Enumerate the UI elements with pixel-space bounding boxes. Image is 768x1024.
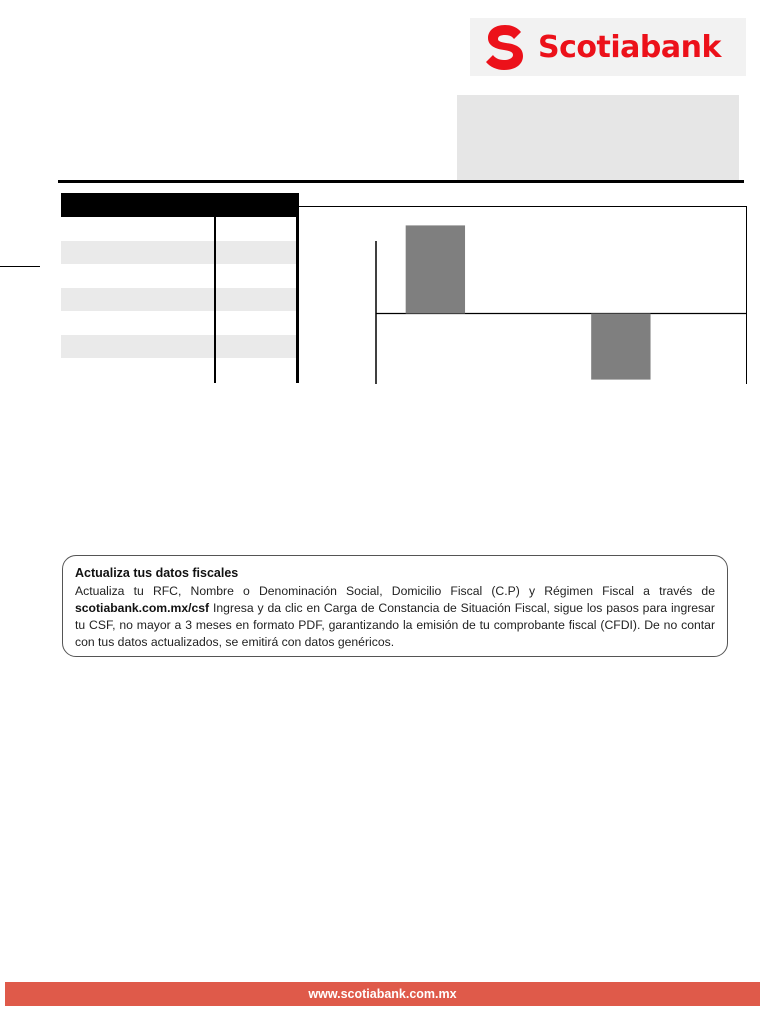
- scotiabank-logo: [470, 18, 746, 76]
- chart-bar-2: [591, 314, 650, 380]
- table-row: [61, 241, 297, 265]
- table-border: [296, 193, 299, 383]
- table-row: [61, 311, 297, 335]
- bar-chart: [300, 207, 747, 384]
- table-row: [61, 288, 297, 312]
- notice-text-before: Actualiza tu RFC, Nombre o Denominación Social, Domicilio Fiscal (C.P) y Régimen Fiscal a través de: [75, 584, 715, 598]
- summary-table: [61, 193, 297, 383]
- account-info-box: [457, 95, 739, 181]
- footer-url[interactable]: www.scotiabank.com.mx: [308, 987, 457, 1001]
- table-column-divider: [214, 217, 216, 383]
- table-row: [61, 217, 297, 241]
- table-row: [61, 264, 297, 288]
- scotiabank-s-icon: [482, 22, 528, 72]
- chart-bar-1: [406, 225, 465, 313]
- header-divider: [58, 180, 744, 183]
- notice-body: [75, 583, 715, 651]
- footer-bar: [5, 982, 760, 1006]
- csf-link[interactable]: scotiabank.com.mx/csf: [75, 601, 210, 615]
- table-row: [61, 358, 297, 382]
- table-row: [61, 335, 297, 359]
- margin-mark: [0, 266, 40, 267]
- fiscal-data-notice: [62, 555, 728, 657]
- notice-title: Actualiza tus datos fiscales: [75, 566, 239, 580]
- table-header: [61, 193, 297, 217]
- notice-text-after: Ingresa y da clic en Carga de Constancia de Situación Fiscal, sigue los pasos para ingresar tu CSF, no mayor a 3 meses en formato PDF, garantizando la emisión de tu comprobante fiscal (CFDI). De no contar con tus datos actualizados, se emitirá con datos genéricos.: [75, 601, 715, 649]
- logo-wordmark: Scotiabank: [538, 29, 721, 65]
